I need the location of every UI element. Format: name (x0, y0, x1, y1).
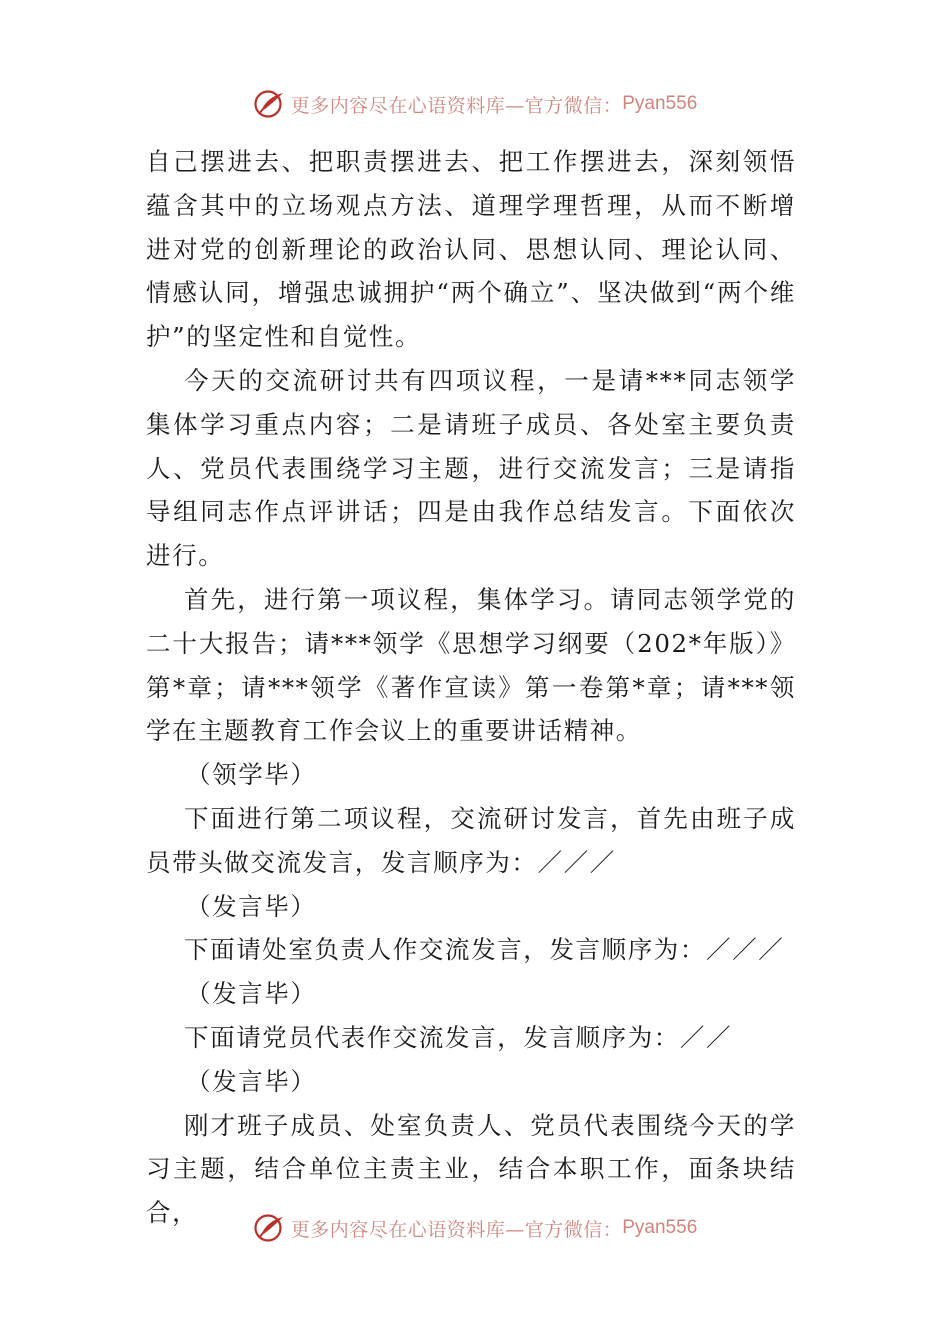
paragraph-note: （领学毕） (186, 760, 317, 790)
paragraph: 自己摆进去、把职责摆进去、把工作摆进去，深刻领悟蕴含其中的立场观点方法、道理学理哲理，从而不断增进对党的创新理论的政治认同、思想认同、理论认同、情感认同，增强忠诚拥护“两个确立”、坚决做到“两个维护”的坚定性和自觉性。 (146, 147, 796, 352)
paragraph: 今天的交流研讨共有四项议程，一是请***同志领学集体学习重点内容；二是请班子成员、各处室主要负责人、党员代表围绕学习主题，进行交流发言；三是请指导组同志作点评讲话；四是由我作总结发言。下面依次进行。 (146, 365, 796, 571)
footer-banner-id: Pyan556 (622, 1217, 698, 1238)
pen-logo-icon (253, 87, 287, 121)
header-banner (0, 84, 950, 124)
paragraph: 下面请处室负责人作交流发言，发言顺序为：／／／ (184, 935, 785, 965)
paragraph: 首先，进行第一项议程，集体学习。请同志领学党的二十大报告；请***领学《思想学习纲要（202*年版）》第*章；请***领学《著作宣读》第一卷第*章；请***领学在主题教育工作会议上的重要讲话精神。 (146, 584, 796, 746)
paragraph: 下面进行第二项议程，交流研讨发言，首先由班子成员带头做交流发言，发言顺序为：／／／ (146, 803, 796, 877)
paragraph-note: （发言毕） (186, 891, 317, 921)
paragraph-note: （发言毕） (186, 1066, 317, 1096)
paragraph: 下面请党员代表作交流发言，发言顺序为：／／ (184, 1022, 733, 1052)
header-banner-text: 更多内容尽在心语资料库—官方微信： (290, 94, 623, 117)
footer-banner-text: 更多内容尽在心语资料库—官方微信： (290, 1218, 623, 1241)
paragraph-note: （发言毕） (186, 979, 317, 1009)
footer-banner (0, 1208, 950, 1248)
header-banner-id: Pyan556 (622, 93, 698, 114)
pen-logo-icon (253, 1211, 287, 1245)
paragraph: 刚才班子成员、处室负责人、党员代表围绕今天的学习主题，结合单位主责主业，结合本职工作，面条块结合， (146, 1110, 796, 1228)
document-body (146, 140, 796, 1235)
